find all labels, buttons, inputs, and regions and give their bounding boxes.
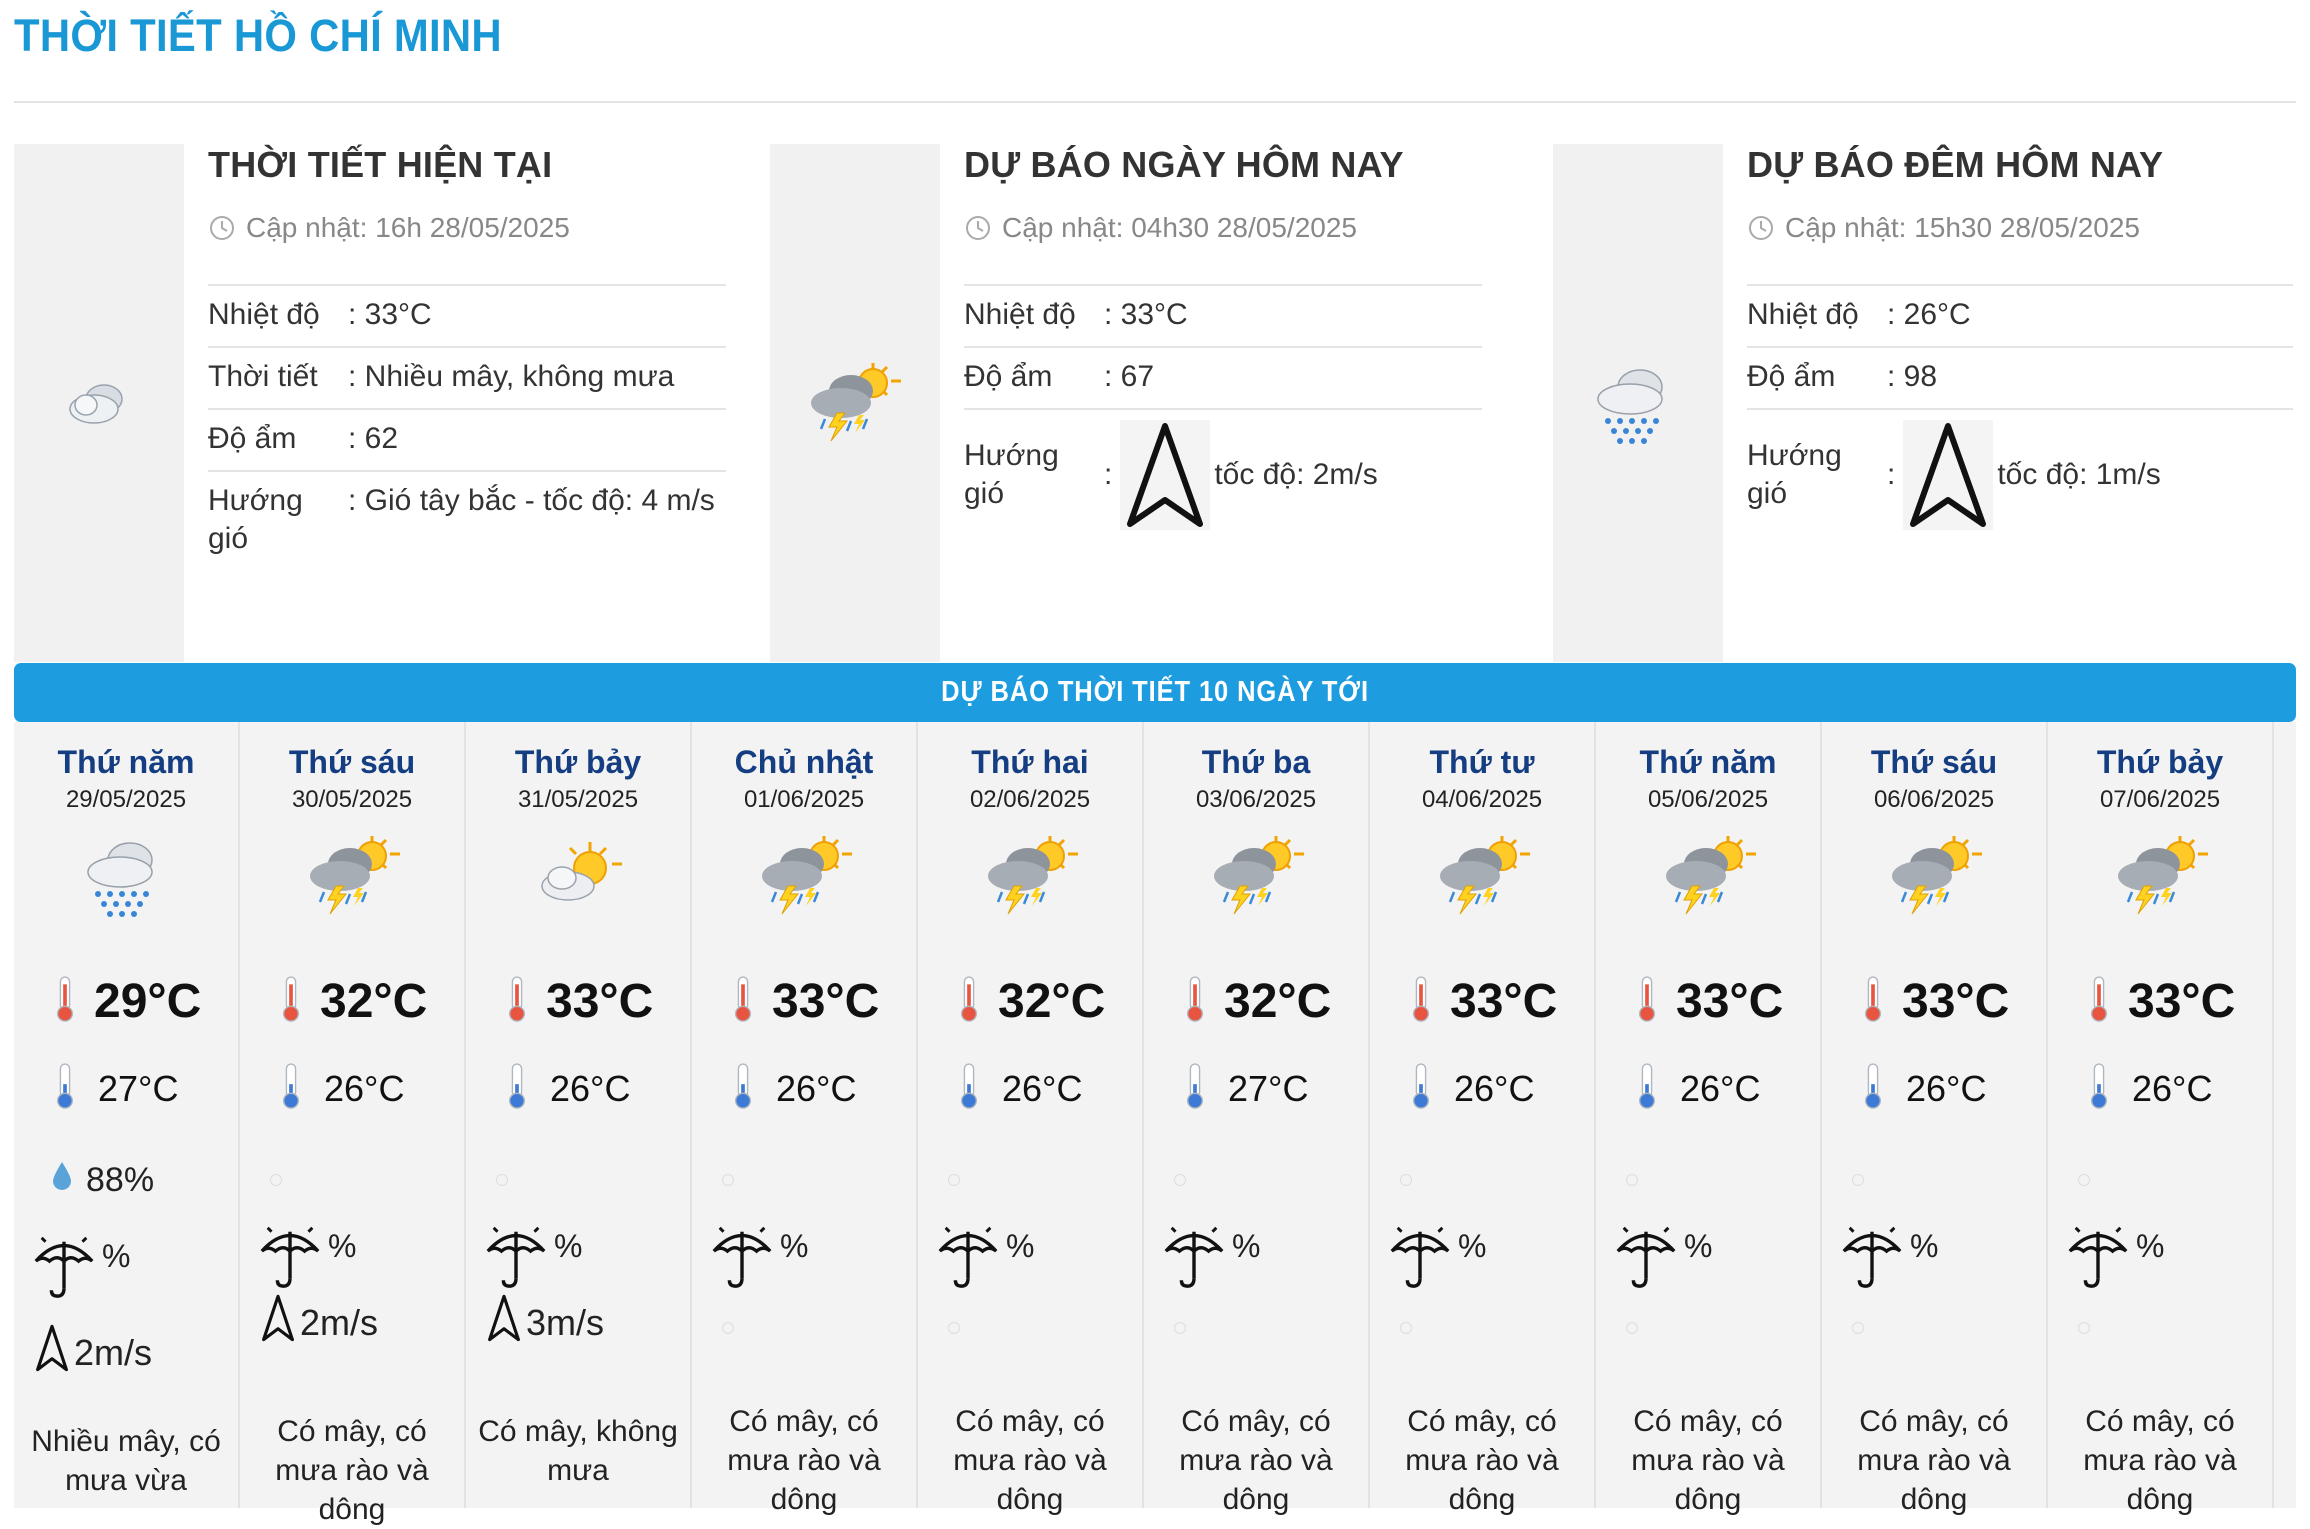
today-temp-value: : 33°C [1104,298,1188,331]
thunderstorm-sun-icon [306,830,402,926]
forecast-description: Có mây, có mưa rào và dông [2083,1405,2237,1516]
thermometer-cold-icon [1410,1062,1432,1115]
today-humidity-label: Độ ẩm [964,360,1053,393]
tonight-wind-value: tốc độ: 1m/s [1997,458,2161,491]
water-drop-icon [50,1160,74,1201]
umbrella-icon [708,1222,776,1298]
empty-placeholder-dot [1174,1174,1186,1186]
cloudy-icon [64,373,134,433]
today-wind-value: tốc độ: 2m/s [1214,458,1378,491]
forecast-humidity-value: 88% [86,1161,155,1199]
forecast-day [240,722,466,1526]
tonight-icon-panel [1553,144,1723,662]
tonight-title: DỰ BÁO ĐÊM HÔM NAY [1747,144,2164,185]
forecast-day-name: Thứ bảy [2096,744,2224,780]
forecast-header-text: DỰ BÁO THỜI TIẾT 10 NGÀY TỚI [941,676,1369,708]
umbrella-icon [256,1222,324,1298]
wind-direction-arrow-icon [1120,420,1210,530]
forecast-day [918,722,1144,1516]
forecast-wind-value: 3m/s [526,1301,605,1343]
forecast-min-temp-value: 26°C [1680,1067,1761,1109]
forecast-min-temp [506,1062,630,1115]
forecast-min-temp-value: 27°C [98,1067,179,1109]
today-wind-row [964,408,1482,542]
forecast-day [1822,722,2048,1516]
forecast-rain-chance [482,1222,582,1298]
tonight-humidity-label: Độ ẩm [1747,360,1836,393]
today-humidity-row [964,346,1482,408]
forecast-description: Có mây, không mưa [478,1415,678,1487]
forecast-day-name: Thứ ba [1201,744,1311,780]
forecast-rain-value: % [1458,1228,1487,1264]
forecast-day [1144,722,1370,1516]
forecast-day [1596,722,1822,1516]
thermometer-cold-icon [54,1062,76,1115]
forecast-description: Có mây, có mưa rào và dông [275,1415,429,1526]
forecast-min-temp [2088,1062,2212,1115]
forecast-wind [34,1322,152,1383]
wind-direction-arrow-icon [34,1322,70,1383]
forecast-max-temp-value: 32°C [320,975,428,1028]
thermometer-hot-icon [958,975,980,1028]
forecast-min-temp-value: 27°C [1228,1067,1309,1109]
forecast-description: Có mây, có mưa rào và dông [1405,1405,1559,1516]
forecast-day-name: Chủ nhật [734,744,874,780]
forecast-min-temp-value: 26°C [550,1067,631,1109]
forecast-day [692,722,918,1516]
forecast-description: Có mây, có mưa rào và dông [953,1405,1107,1516]
clock-icon [1747,214,1775,242]
forecast-day-date: 31/05/2025 [517,786,639,813]
forecast-rain-value: % [102,1238,131,1274]
forecast-max-temp [1862,974,2009,1029]
tonight-humidity-value: : 98 [1887,360,1938,393]
forecast-day-date: 02/06/2025 [969,786,1091,813]
forecast-day-name: Thứ sáu [1870,744,1998,780]
clock-icon [964,214,992,242]
forecast-rain-chance [1386,1222,1486,1298]
empty-placeholder-dot [496,1174,508,1186]
forecast-max-temp [2088,974,2235,1029]
forecast-max-temp-value: 32°C [1224,975,1332,1028]
today-wind-label: Hướng gió [964,439,1059,510]
forecast-day-name: Thứ sáu [288,744,416,780]
current-condition-label: Thời tiết [208,360,318,393]
current-weather-title: THỜI TIẾT HIỆN TẠI [208,144,553,185]
current-temp-row [208,284,726,346]
thermometer-hot-icon [732,975,754,1028]
tonight-humidity-row [1747,346,2293,408]
forecast-day-date: 30/05/2025 [291,786,413,813]
forecast-min-temp-value: 26°C [2132,1067,2213,1109]
forecast-max-temp [1184,974,1331,1029]
thunderstorm-sun-icon [1436,830,1532,926]
empty-placeholder-dot [1852,1322,1864,1334]
tonight-updated-text: Cập nhật: 15h30 28/05/2025 [1785,212,2140,243]
current-temp-value: : 33°C [348,298,432,331]
current-temp-label: Nhiệt độ [208,298,320,331]
today-wind-colon: : [1104,458,1113,491]
forecast-min-temp [1184,1062,1308,1115]
forecast-description: Có mây, có mưa rào và dông [1857,1405,2011,1516]
forecast-rain-chance [256,1222,356,1298]
sun-cloud-icon [532,830,628,926]
thermometer-cold-icon [1862,1062,1884,1115]
rain-cloud-icon [1590,355,1686,451]
tonight-wind-label: Hướng gió [1747,439,1842,510]
thunderstorm-sun-icon [1210,830,1306,926]
today-updated [964,212,1357,244]
thunderstorm-sun-icon [807,355,903,451]
thermometer-cold-icon [2088,1062,2110,1115]
umbrella-icon [1838,1222,1906,1298]
forecast-rain-chance [1612,1222,1712,1298]
forecast-day-date: 03/06/2025 [1195,786,1317,813]
current-condition-value: : Nhiều mây, không mưa [348,360,675,393]
thermometer-hot-icon [1184,975,1206,1028]
forecast-rain-chance [2064,1222,2164,1298]
current-weather-card [14,144,754,662]
forecast-max-temp-value: 33°C [546,975,654,1028]
current-condition-row [208,346,726,408]
thermometer-hot-icon [506,975,528,1028]
empty-placeholder-dot [2078,1174,2090,1186]
forecast-min-temp-value: 26°C [1002,1067,1083,1109]
forecast-wind-value: 2m/s [300,1301,379,1343]
umbrella-icon [1160,1222,1228,1298]
forecast-min-temp [1410,1062,1534,1115]
thunderstorm-sun-icon [1662,830,1758,926]
thermometer-hot-icon [2088,975,2110,1028]
current-wind-value: : Gió tây bắc - tốc độ: 4 m/s [348,484,715,517]
forecast-rain-value: % [554,1228,583,1264]
tonight-temp-value: : 26°C [1887,298,1971,331]
forecast-day-name: Thứ tư [1429,744,1535,780]
empty-placeholder-dot [1852,1174,1864,1186]
forecast-min-temp [54,1062,178,1115]
today-forecast-card [770,144,1510,662]
tonight-forecast-card [1553,144,2293,662]
umbrella-icon [30,1232,98,1308]
forecast-day-date: 04/06/2025 [1421,786,1543,813]
empty-placeholder-dot [948,1174,960,1186]
forecast-min-temp-value: 26°C [1454,1067,1535,1109]
thermometer-cold-icon [1184,1062,1206,1115]
forecast-min-temp [1636,1062,1760,1115]
current-humidity-row [208,408,726,470]
forecast-rain-value: % [2136,1228,2165,1264]
today-info-table [964,284,1482,542]
tonight-temp-row [1747,284,2293,346]
forecast-min-temp-value: 26°C [1906,1067,1987,1109]
rain-cloud-icon [80,830,176,926]
forecast-max-temp-value: 32°C [998,975,1106,1028]
thermometer-cold-icon [506,1062,528,1115]
today-updated-text: Cập nhật: 04h30 28/05/2025 [1002,212,1357,243]
thunderstorm-sun-icon [758,830,854,926]
forecast-max-temp [958,974,1105,1029]
title-divider [14,101,2296,103]
forecast-day-name: Thứ năm [57,744,195,780]
forecast-min-temp-value: 26°C [324,1067,405,1109]
empty-placeholder-dot [1400,1174,1412,1186]
thermometer-hot-icon [54,975,76,1028]
thunderstorm-sun-icon [2114,830,2210,926]
current-updated-text: Cập nhật: 16h 28/05/2025 [246,212,570,243]
forecast-rain-value: % [1910,1228,1939,1264]
forecast-rain-chance [1160,1222,1260,1298]
current-wind-label: Hướng gió [208,484,303,555]
thunderstorm-sun-icon [984,830,1080,926]
empty-placeholder-dot [948,1322,960,1334]
forecast-min-temp-value: 26°C [776,1067,857,1109]
forecast-day-date: 06/06/2025 [1873,786,1995,813]
empty-placeholder-dot [722,1322,734,1334]
empty-placeholder-dot [1626,1174,1638,1186]
forecast-min-temp [732,1062,856,1115]
forecast-max-temp-value: 33°C [1450,975,1558,1028]
forecast-day-date: 01/06/2025 [743,786,865,813]
forecast-day-date: 29/05/2025 [65,786,187,813]
tonight-updated [1747,212,2140,244]
umbrella-icon [1386,1222,1454,1298]
forecast-max-temp [54,974,201,1029]
wind-direction-arrow-icon [260,1292,296,1353]
forecast-day-name: Thứ hai [971,744,1089,780]
today-icon-panel [770,144,940,662]
forecast-description: Có mây, có mưa rào và dông [727,1405,881,1516]
empty-placeholder-dot [722,1174,734,1186]
forecast-max-temp-value: 33°C [1676,975,1784,1028]
tonight-info-table [1747,284,2293,542]
forecast-day [14,722,240,1508]
forecast-min-temp [280,1062,404,1115]
thunderstorm-sun-icon [1888,830,1984,926]
today-wind-value-wrap [1104,420,1482,530]
forecast-description: Có mây, có mưa rào và dông [1631,1405,1785,1516]
forecast-min-temp [1862,1062,1986,1115]
forecast-rain-value: % [780,1228,809,1264]
current-wind-row [208,470,726,570]
forecast-rain-value: % [1006,1228,1035,1264]
empty-placeholder-dot [270,1174,282,1186]
forecast-max-temp [280,974,427,1029]
today-temp-label: Nhiệt độ [964,298,1076,331]
wind-direction-arrow-icon [486,1292,522,1353]
forecast-rain-chance [30,1232,130,1308]
empty-placeholder-dot [1626,1322,1638,1334]
page-title: THỜI TIẾT HỒ CHÍ MINH [14,10,502,61]
forecast-day [466,722,692,1508]
umbrella-icon [1612,1222,1680,1298]
thermometer-cold-icon [732,1062,754,1115]
current-weather-icon-panel [14,144,184,662]
forecast-day-name: Thứ năm [1639,744,1777,780]
current-info-table [208,284,726,570]
forecast-wind-value: 2m/s [74,1331,153,1373]
empty-placeholder-dot [1174,1322,1186,1334]
forecast-wind [260,1292,378,1353]
forecast-max-temp-value: 33°C [2128,975,2236,1028]
empty-placeholder-dot [2078,1322,2090,1334]
tonight-temp-label: Nhiệt độ [1747,298,1859,331]
thermometer-cold-icon [1636,1062,1658,1115]
tonight-wind-colon: : [1887,458,1896,491]
forecast-rain-chance [708,1222,808,1298]
forecast-day-date: 07/06/2025 [2099,786,2221,813]
forecast-max-temp-value: 33°C [772,975,880,1028]
forecast-min-temp [958,1062,1082,1115]
forecast-header [14,663,2296,722]
thermometer-cold-icon [280,1062,302,1115]
forecast-day-date: 05/06/2025 [1647,786,1769,813]
forecast-max-temp-value: 29°C [94,975,202,1028]
wind-direction-arrow-icon [1903,420,1993,530]
forecast-rain-value: % [328,1228,357,1264]
forecast-grid [14,722,2296,1526]
forecast-max-temp [506,974,653,1029]
umbrella-icon [2064,1222,2132,1298]
thermometer-hot-icon [1636,975,1658,1028]
umbrella-icon [934,1222,1002,1298]
forecast-description: Nhiều mây, có mưa vừa [31,1425,221,1497]
today-humidity-value: : 67 [1104,360,1155,393]
forecast-rain-value: % [1684,1228,1713,1264]
forecast-max-temp [732,974,879,1029]
tonight-wind-value-wrap [1887,420,2293,530]
forecast-wind [486,1292,604,1353]
thermometer-cold-icon [958,1062,980,1115]
today-temp-row [964,284,1482,346]
forecast-max-temp-value: 33°C [1902,975,2010,1028]
current-humidity-value: : 62 [348,422,399,455]
forecast-rain-chance [1838,1222,1938,1298]
thermometer-hot-icon [1410,975,1432,1028]
today-title: DỰ BÁO NGÀY HÔM NAY [964,144,1404,185]
forecast-max-temp [1410,974,1557,1029]
empty-placeholder-dot [1400,1322,1412,1334]
forecast-day [1370,722,1596,1516]
forecast-day-name: Thứ bảy [514,744,642,780]
forecast-description: Có mây, có mưa rào và dông [1179,1405,1333,1516]
forecast-day [2048,722,2274,1516]
umbrella-icon [482,1222,550,1298]
forecast-rain-chance [934,1222,1034,1298]
clock-icon [208,214,236,242]
forecast-max-temp [1636,974,1783,1029]
thermometer-hot-icon [1862,975,1884,1028]
forecast-rain-value: % [1232,1228,1261,1264]
current-updated [208,212,570,244]
forecast-humidity [50,1160,154,1201]
current-humidity-label: Độ ẩm [208,422,297,455]
thermometer-hot-icon [280,975,302,1028]
tonight-wind-row [1747,408,2293,542]
